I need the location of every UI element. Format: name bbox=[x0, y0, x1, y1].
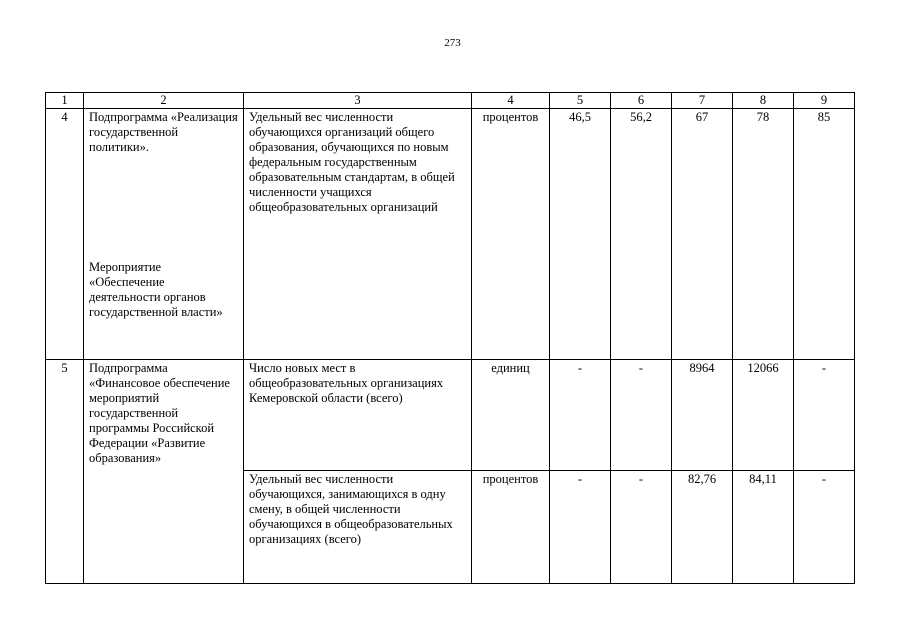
indicators-table bbox=[45, 92, 855, 584]
value-cell: - bbox=[611, 360, 672, 471]
table-row bbox=[46, 360, 855, 471]
header-cell: 1 bbox=[46, 93, 84, 109]
value-cell: 56,2 bbox=[611, 109, 672, 360]
header-cell: 6 bbox=[611, 93, 672, 109]
header-cell: 7 bbox=[672, 93, 733, 109]
row-number: 4 bbox=[46, 109, 84, 360]
header-cell: 5 bbox=[550, 93, 611, 109]
value-cell: 46,5 bbox=[550, 109, 611, 360]
program-name: Подпрограмма «Финансовое обеспечение мероприятий государственной программы Российской Федерации «Развитие образования» bbox=[84, 360, 244, 584]
unit-cell: процентов bbox=[472, 109, 550, 360]
unit-cell: единиц bbox=[472, 360, 550, 471]
value-cell: - bbox=[794, 360, 855, 471]
event-name: Мероприятие «Обеспечение деятельности органов государственной власти» bbox=[89, 260, 223, 319]
value-cell: 84,11 bbox=[733, 471, 794, 584]
header-cell: 3 bbox=[244, 93, 472, 109]
value-cell: 82,76 bbox=[672, 471, 733, 584]
value-cell: 67 bbox=[672, 109, 733, 360]
value-cell: 8964 bbox=[672, 360, 733, 471]
header-cell: 2 bbox=[84, 93, 244, 109]
row-number: 5 bbox=[46, 360, 84, 584]
value-cell: 78 bbox=[733, 109, 794, 360]
program-cell bbox=[84, 109, 244, 360]
indicator-name: Удельный вес численности обучающихся организаций общего образования, обучающихся по новым федеральным государственным образовательным стандартам, в общей численности учащихся общеобразовательных организаций bbox=[244, 109, 472, 360]
value-cell: - bbox=[550, 360, 611, 471]
header-cell: 4 bbox=[472, 93, 550, 109]
value-cell: 12066 bbox=[733, 360, 794, 471]
header-row bbox=[46, 93, 855, 109]
indicator-name: Удельный вес численности обучающихся, занимающихся в одну смену, в общей численности обучающихся в общеобразовательных организациях (всего) bbox=[244, 471, 472, 584]
value-cell: 85 bbox=[794, 109, 855, 360]
page-number: 273 bbox=[444, 37, 461, 49]
indicator-name: Число новых мест в общеобразовательных организациях Кемеровской области (всего) bbox=[244, 360, 472, 471]
program-name: Подпрограмма «Реализация государственной политики». bbox=[89, 110, 238, 154]
header-cell: 8 bbox=[733, 93, 794, 109]
unit-cell: процентов bbox=[472, 471, 550, 584]
value-cell: - bbox=[794, 471, 855, 584]
value-cell: - bbox=[550, 471, 611, 584]
header-cell: 9 bbox=[794, 93, 855, 109]
table-row bbox=[46, 109, 855, 360]
value-cell: - bbox=[611, 471, 672, 584]
